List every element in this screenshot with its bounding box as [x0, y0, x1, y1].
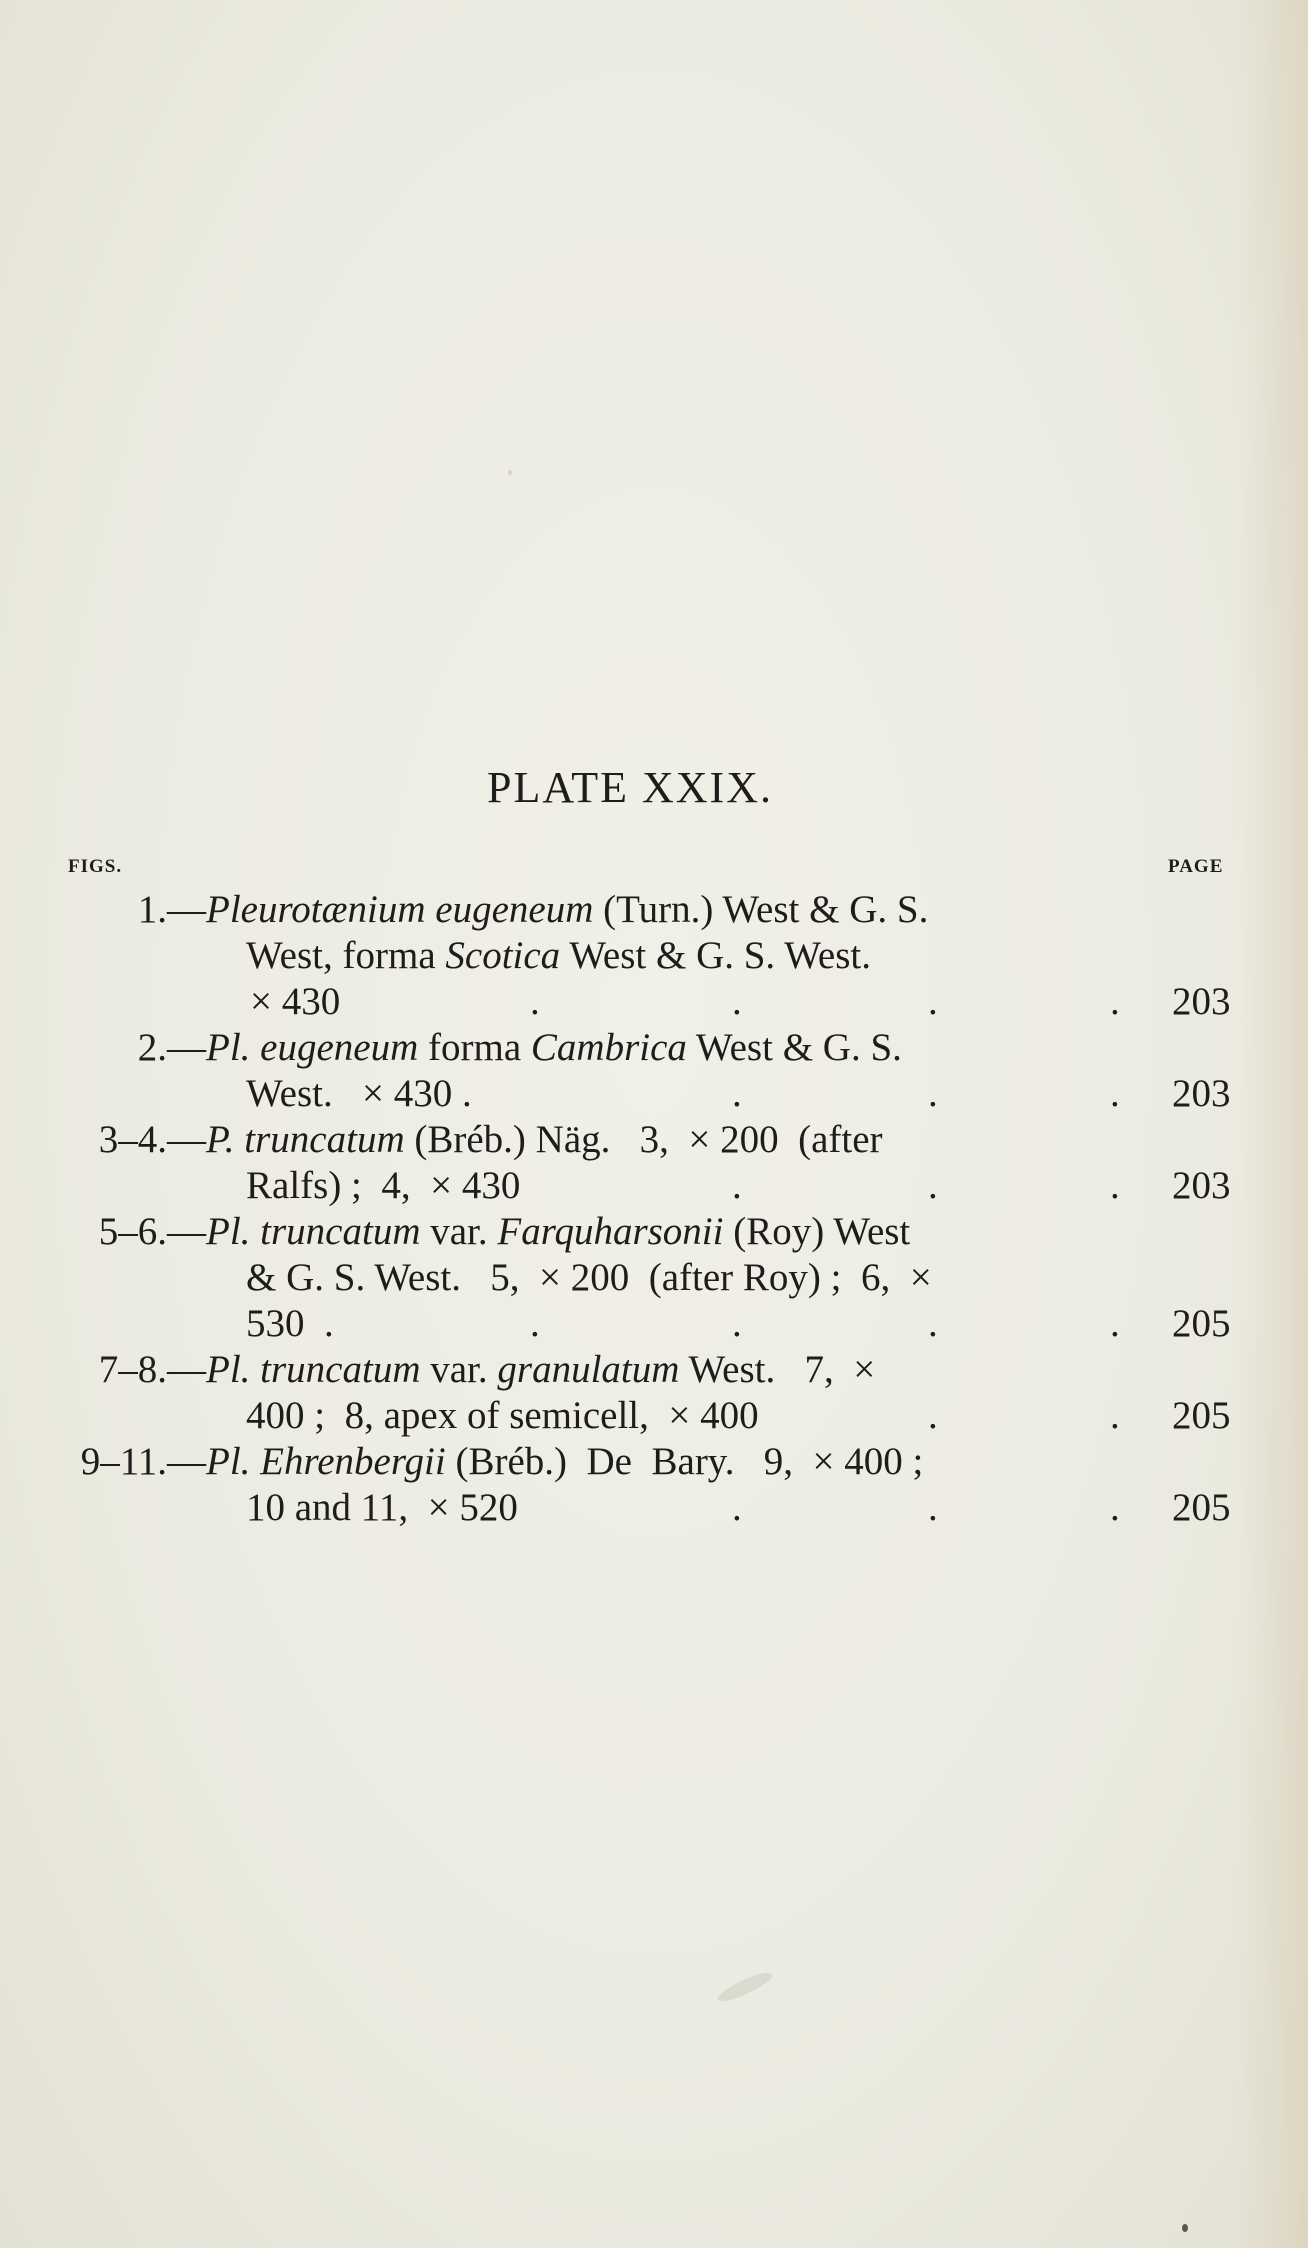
page-number: 203 [1172, 980, 1231, 1023]
plate-title: PLATE XXIX. [487, 763, 773, 812]
page-number: 203 [1172, 1072, 1231, 1115]
form-name: Scotica [445, 934, 561, 977]
page-number: 205 [1172, 1486, 1231, 1529]
entry-line: Ralfs) ; 4, × 430 [246, 1164, 521, 1207]
paper-speck [1182, 2224, 1188, 2232]
variety-name: granulatum [497, 1348, 680, 1391]
figure-number: 5–6.— [98, 1210, 206, 1253]
entry-line: 530 . [246, 1302, 334, 1345]
page-column-heading: PAGE [1168, 856, 1224, 877]
figure-number: 7–8.— [98, 1348, 206, 1391]
entry-line: & G. S. West. 5, × 200 (after Roy) ; 6, × [246, 1256, 932, 1299]
figure-number: 2.— [137, 1026, 206, 1069]
figure-number: 1.— [137, 888, 206, 931]
paper-speck [715, 1968, 775, 2006]
page-edge-shadow [1238, 0, 1308, 2248]
paper-speck [508, 470, 512, 475]
book-page: PLATE XXIX. FIGS. PAGE 1.— Pleurotænium eugeneum (Turn.) West & G. S. West, forma Scotica West & G. S. West. × 430 . . . . 203 2.— Pl. eugeneum forma Cambrica West & G. S. West. × 430 . . . . 203 3–4.— P. truncatum (Bréb.) Näg. 3, × 200 (after Ralfs) ; 4, × 430 . . . 203 5–6.— Pl. truncatum var. Farquharsonii (Roy) West & G. S. West. 5, × 200 (after Roy) ; 6, × 530 . . . . . 205 7–8.— Pl. truncatum var. granulatum West. 7, × 400 ; 8, apex of semicell, × 400 . . 205 9–11.— Pl. Ehrenbergii (Bréb.) De Bary. 9, × 400 ; 10 and 11, × 520 . . . 205 [0, 0, 1308, 2248]
page-number: 203 [1172, 1164, 1231, 1207]
species-name: Pl. truncatum [206, 1348, 421, 1391]
entry-line: 400 ; 8, apex of semicell, × 400 [246, 1394, 759, 1437]
entry-line: 10 and 11, × 520 [246, 1486, 518, 1529]
form-name: Cambrica [530, 1026, 687, 1069]
entry-line: West, forma Scotica West & G. S. West. [246, 934, 871, 977]
figs-column-heading: FIGS. [68, 856, 123, 877]
figure-number: 9–11.— [80, 1440, 206, 1483]
species-name: Pl. eugeneum [206, 1026, 419, 1069]
species-name: Pleurotænium eugeneum [206, 888, 594, 931]
species-name: P. truncatum [206, 1118, 405, 1161]
species-name: Pl. Ehrenbergii [206, 1440, 446, 1483]
page-number: 205 [1172, 1302, 1231, 1345]
variety-name: Farquharsonii [497, 1210, 724, 1253]
entry-line: × 430 [250, 980, 341, 1023]
page-number: 205 [1172, 1394, 1231, 1437]
entry-line: West. × 430 . [246, 1072, 472, 1115]
species-name: Pl. truncatum [206, 1210, 421, 1253]
figure-number: 3–4.— [98, 1118, 206, 1161]
